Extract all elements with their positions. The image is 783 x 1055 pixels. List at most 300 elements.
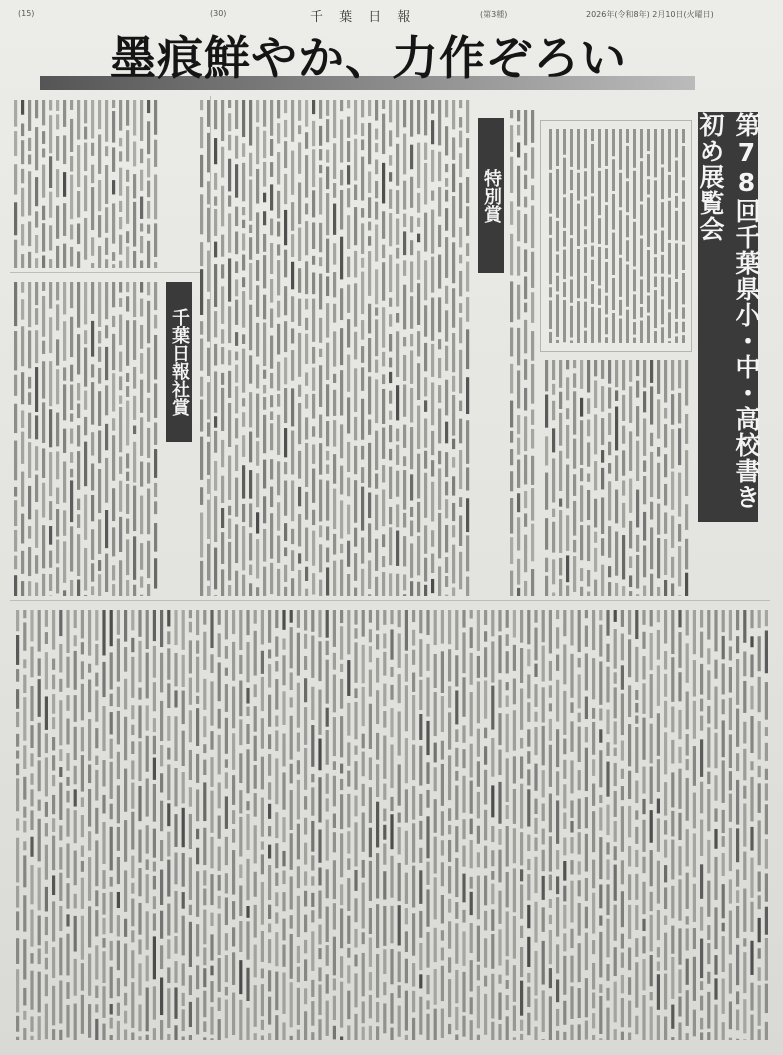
text-line (318, 690, 321, 735)
text-line (318, 985, 321, 1016)
text-line (549, 745, 552, 787)
text-line (333, 143, 336, 179)
text-line (534, 857, 537, 893)
text-line (361, 399, 364, 440)
text-line (510, 498, 513, 533)
text-line (524, 249, 527, 271)
text-line (298, 125, 301, 134)
text-line (77, 191, 80, 217)
text-line (608, 566, 611, 577)
text-line (661, 129, 664, 164)
text-line (354, 100, 357, 135)
text-line (491, 884, 494, 905)
text-line (140, 223, 143, 231)
text-line (424, 343, 427, 371)
text-line (650, 810, 653, 843)
text-line (275, 1015, 278, 1040)
text-line (592, 1035, 595, 1040)
text-line (30, 686, 33, 721)
text-line (42, 131, 45, 144)
text-line (410, 427, 413, 469)
text-line (577, 129, 580, 170)
text-line (126, 453, 129, 468)
text-line (146, 736, 149, 772)
text-line (112, 100, 115, 108)
text-line (642, 610, 645, 625)
text-line (66, 695, 69, 711)
text-line (635, 727, 638, 773)
text-line (410, 177, 413, 208)
text-line (110, 652, 113, 689)
text-line (559, 413, 562, 446)
text-line (552, 458, 555, 502)
text-line (340, 170, 343, 186)
text-line (28, 547, 31, 576)
text-line (678, 610, 681, 627)
text-line (28, 138, 31, 151)
text-line (160, 977, 163, 1015)
text-line (146, 988, 149, 1032)
text-line (531, 331, 534, 361)
text-line (506, 634, 509, 646)
text-line (246, 688, 249, 704)
text-line (189, 905, 192, 915)
text-line (221, 264, 224, 278)
text-line (455, 785, 458, 819)
text-line (298, 385, 301, 397)
text-line (290, 833, 293, 870)
text-line (214, 264, 217, 307)
text-line (124, 870, 127, 911)
text-line (275, 843, 278, 868)
text-line (498, 829, 501, 845)
text-line (700, 699, 703, 712)
text-line (119, 560, 122, 596)
text-line (326, 548, 329, 563)
text-line (594, 580, 597, 596)
text-line (291, 202, 294, 231)
text-line (654, 331, 657, 343)
text-line (462, 632, 465, 673)
text-line (63, 367, 66, 380)
text-line (16, 689, 19, 709)
text-line (102, 610, 105, 655)
text-line (743, 786, 746, 799)
text-line (45, 632, 48, 644)
text-line (545, 518, 548, 550)
text-line (419, 794, 422, 816)
text-line (438, 100, 441, 145)
text-line (498, 782, 501, 824)
text-line (657, 630, 660, 660)
text-line (389, 467, 392, 499)
text-line (396, 385, 399, 420)
text-line (147, 541, 150, 578)
text-line (520, 784, 523, 829)
text-line (643, 418, 646, 455)
text-line (160, 945, 163, 969)
text-line (340, 237, 343, 280)
text-line (263, 385, 266, 393)
text-line (426, 862, 429, 885)
text-line (661, 167, 664, 199)
text-line (347, 660, 350, 696)
text-line (270, 459, 273, 479)
text-line (484, 876, 487, 906)
text-line (361, 258, 364, 268)
text-line (445, 499, 448, 518)
text-line (682, 129, 685, 143)
text-line (63, 135, 66, 164)
text-line (484, 631, 487, 641)
text-line (445, 525, 448, 552)
text-line (410, 334, 413, 346)
text-line (333, 204, 336, 235)
text-line (601, 538, 604, 556)
text-line (354, 761, 357, 790)
text-line (218, 958, 221, 992)
text-line (256, 539, 259, 578)
text-line (477, 761, 480, 786)
text-line (628, 948, 631, 971)
text-line (382, 163, 385, 204)
text-line (445, 208, 448, 231)
text-line (758, 872, 761, 892)
text-line (200, 377, 203, 397)
text-line (214, 595, 217, 596)
text-line (396, 531, 399, 566)
text-line (587, 360, 590, 393)
text-line (707, 610, 710, 640)
text-line (138, 610, 141, 637)
text-line (758, 783, 761, 813)
text-line (714, 775, 717, 800)
text-line (452, 503, 455, 521)
text-line (498, 891, 501, 924)
text-line (424, 419, 427, 448)
text-line (513, 645, 516, 671)
text-line (263, 295, 266, 320)
text-line (606, 667, 609, 703)
text-line (750, 761, 753, 770)
text-line (599, 610, 602, 620)
text-line (594, 360, 597, 376)
text-line (686, 1033, 689, 1040)
text-line (256, 100, 259, 122)
text-line (218, 735, 221, 775)
text-line (81, 755, 84, 791)
text-line (376, 610, 379, 630)
text-line (675, 161, 678, 193)
text-line (668, 175, 671, 198)
text-line (298, 451, 301, 479)
text-line (671, 886, 674, 918)
text-line (249, 503, 252, 527)
text-line (534, 764, 537, 791)
text-line (333, 243, 336, 264)
text-line (470, 781, 473, 814)
text-line (654, 277, 657, 288)
text-line (126, 186, 129, 224)
text-line (426, 932, 429, 968)
text-line (633, 129, 636, 168)
text-line (549, 685, 552, 697)
text-line (105, 207, 108, 233)
text-line (95, 1004, 98, 1012)
text-line (318, 967, 321, 981)
text-line (470, 819, 473, 835)
text-line (642, 799, 645, 814)
text-line (650, 527, 653, 569)
text-line (167, 683, 170, 708)
text-line (167, 860, 170, 897)
text-line (263, 193, 266, 203)
text-line (650, 766, 653, 803)
text-line (668, 341, 671, 343)
text-line (126, 100, 129, 126)
text-line (42, 206, 45, 220)
text-line (146, 1035, 149, 1040)
text-line (549, 238, 552, 284)
text-line (14, 240, 17, 268)
text-line (16, 1037, 19, 1040)
text-line (261, 651, 264, 674)
text-line (304, 1011, 307, 1040)
text-line (23, 1028, 26, 1040)
text-line (599, 625, 602, 657)
text-line (707, 1032, 710, 1040)
text-line (527, 905, 530, 928)
text-line (578, 1024, 581, 1040)
text-line (84, 127, 87, 140)
text-line (30, 647, 33, 678)
text-line (263, 234, 266, 252)
text-line (722, 760, 725, 802)
text-line (587, 442, 590, 466)
text-line (556, 627, 559, 648)
text-line (606, 1008, 609, 1040)
text-line (77, 383, 80, 400)
text-line (578, 832, 581, 854)
text-line (98, 430, 101, 463)
text-line (319, 274, 322, 310)
text-line (369, 757, 372, 779)
text-line (84, 391, 87, 410)
text-line (270, 411, 273, 420)
text-line (714, 660, 717, 679)
text-line (622, 503, 625, 528)
text-line (138, 688, 141, 700)
text-line (510, 431, 513, 443)
text-line (319, 443, 322, 475)
text-line (498, 680, 501, 708)
text-line (49, 595, 52, 596)
text-line (765, 839, 768, 869)
text-line (612, 233, 615, 275)
text-line (49, 551, 52, 568)
text-line (517, 328, 520, 365)
text-line (14, 164, 17, 194)
text-line (664, 840, 667, 858)
text-line (133, 396, 136, 420)
text-line (466, 577, 469, 596)
text-line (466, 329, 469, 369)
text-line (16, 969, 19, 1012)
text-line (585, 610, 588, 618)
text-line (235, 207, 238, 226)
text-line (112, 527, 115, 556)
text-line (354, 822, 357, 866)
text-line (326, 641, 329, 655)
text-line (312, 256, 315, 265)
text-line (452, 376, 455, 392)
text-line (203, 1021, 206, 1031)
text-line (284, 481, 287, 516)
text-line (700, 610, 703, 628)
text-line (758, 948, 761, 958)
text-line (517, 210, 520, 241)
text-line (491, 871, 494, 880)
text-line (333, 561, 336, 596)
text-line (765, 804, 768, 834)
text-line (758, 610, 761, 628)
text-line (556, 129, 559, 166)
text-line (664, 732, 667, 774)
text-line (218, 875, 221, 891)
text-line (594, 499, 597, 528)
text-line (556, 340, 559, 343)
text-line (375, 143, 378, 152)
text-line (232, 829, 235, 843)
text-line (566, 408, 569, 419)
text-line (678, 360, 681, 388)
text-line (389, 100, 392, 122)
text-line (117, 785, 120, 823)
text-line (389, 425, 392, 442)
text-line (225, 837, 228, 865)
text-line (318, 1019, 321, 1040)
text-line (506, 714, 509, 752)
text-line (242, 100, 245, 137)
text-line (403, 100, 406, 127)
text-line (390, 949, 393, 984)
text-line (35, 211, 38, 227)
text-line (56, 206, 59, 239)
text-line (66, 657, 69, 688)
text-line (524, 276, 527, 299)
text-line (424, 143, 427, 160)
text-line (77, 282, 80, 328)
text-line (30, 610, 33, 641)
text-line (66, 791, 69, 803)
text-line (368, 222, 371, 231)
text-line (396, 471, 399, 497)
text-line (375, 225, 378, 262)
text-line (318, 948, 321, 959)
text-line (685, 504, 688, 530)
text-line (119, 217, 122, 229)
text-line (77, 534, 80, 576)
text-line (758, 1029, 761, 1040)
text-line (88, 719, 91, 761)
text-line (398, 827, 401, 855)
text-line (140, 325, 143, 349)
text-line (520, 738, 523, 748)
text-line (270, 243, 273, 274)
text-line (608, 387, 611, 408)
text-line (445, 126, 448, 155)
text-line (42, 361, 45, 398)
text-line (636, 381, 639, 398)
text-line (98, 560, 101, 571)
text-line (685, 450, 688, 496)
text-line (714, 808, 717, 821)
text-line (434, 877, 437, 919)
text-line (246, 724, 249, 744)
text-line (412, 673, 415, 692)
text-line (304, 940, 307, 953)
text-line (340, 288, 343, 320)
text-line (626, 129, 629, 143)
text-line (112, 373, 115, 411)
text-line (484, 681, 487, 719)
text-line (513, 1037, 516, 1040)
text-line (340, 610, 343, 623)
text-line (578, 903, 581, 936)
text-line (510, 364, 513, 394)
text-line (542, 687, 545, 722)
text-line (578, 861, 581, 874)
text-line (520, 981, 523, 1016)
text-line (448, 825, 451, 834)
text-line (297, 988, 300, 1025)
text-line (431, 530, 434, 547)
text-line (559, 392, 562, 409)
text-line (434, 610, 437, 645)
text-line (650, 724, 653, 764)
text-line (268, 695, 271, 727)
text-line (559, 510, 562, 553)
text-line (254, 684, 257, 697)
text-line (45, 887, 48, 912)
text-line (417, 283, 420, 325)
text-line (517, 460, 520, 488)
text-line (700, 782, 703, 814)
text-line (59, 700, 62, 745)
text-line (45, 1004, 48, 1039)
text-line (23, 895, 26, 931)
text-line (531, 252, 534, 288)
text-line (396, 264, 399, 307)
text-line (23, 610, 26, 618)
text-line (647, 316, 650, 343)
text-line (417, 454, 420, 499)
text-line (621, 769, 624, 779)
text-line (700, 939, 703, 978)
text-line (484, 746, 487, 765)
text-line (196, 610, 199, 635)
text-line (678, 969, 681, 993)
text-line (98, 574, 101, 596)
text-line (556, 294, 559, 337)
text-line (362, 812, 365, 851)
text-line (563, 956, 566, 995)
text-line (239, 753, 242, 783)
text-line (424, 100, 427, 135)
text-line (605, 205, 608, 245)
text-line (311, 893, 314, 907)
text-line (466, 177, 469, 203)
